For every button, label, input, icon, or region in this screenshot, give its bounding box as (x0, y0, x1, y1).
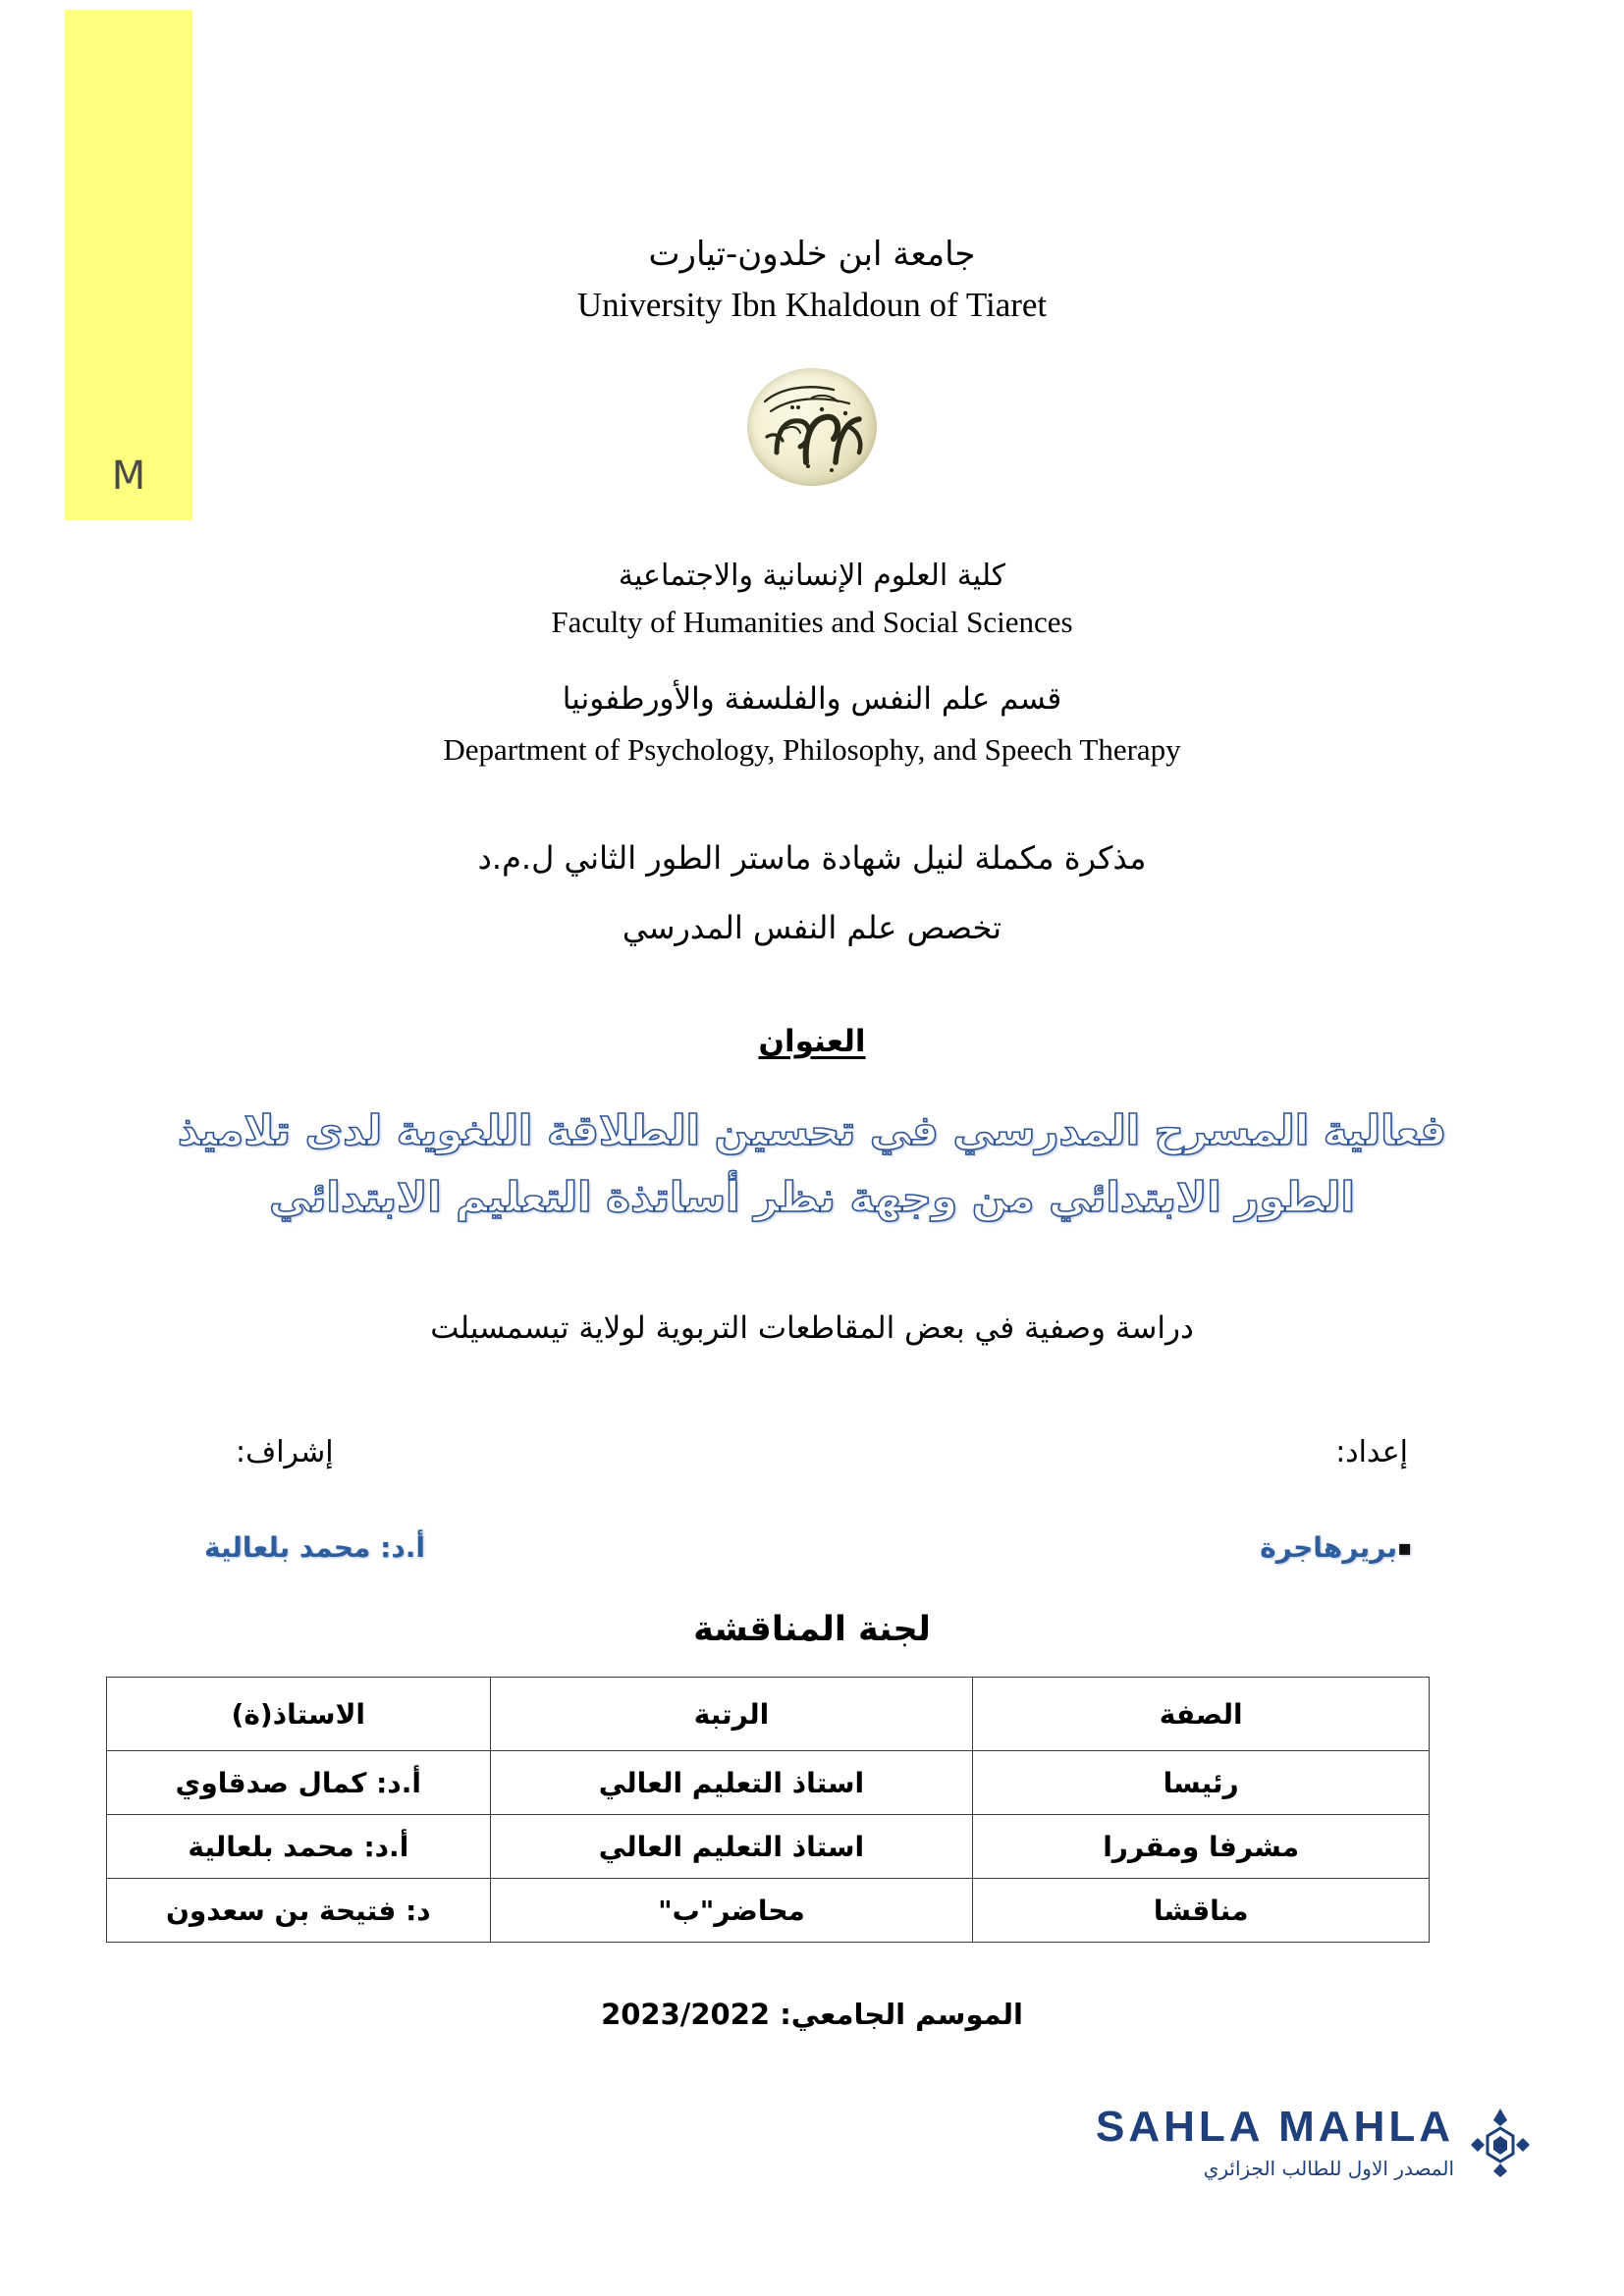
jury-cell-professor: أ.د: محمد بلعالية (107, 1815, 491, 1879)
thesis-main-title: فعالية المسرح المدرسي في تحسين الطلاقة اللغوية لدى تلاميذ الطور الابتدائي من وجهة نظر أساتذة التعليم الابتدائي (177, 1106, 1447, 1222)
academic-season: الموسم الجامعي: 2023/2022 (601, 1998, 1023, 2031)
jury-col-rank: الرتبة (490, 1678, 973, 1751)
department-name-english: Department of Psychology, Philosophy, and Speech Therapy (443, 732, 1181, 767)
author-bullet-icon: ▪ (1397, 1536, 1412, 1561)
table-row (107, 1751, 1430, 1815)
highlight-letter: M (111, 454, 146, 499)
university-seal-icon (747, 368, 877, 486)
table-row (107, 1879, 1430, 1943)
faculty-name-arabic: كلية العلوم الإنسانية والاجتماعية (618, 559, 1006, 593)
watermark-title: SAHLA MAHLA (1096, 2103, 1454, 2151)
author-name-row (1260, 1531, 1412, 1564)
university-name-english: University Ibn Khaldoun of Tiaret (576, 286, 1048, 324)
jury-cell-role: رئيسا (973, 1751, 1430, 1815)
jury-cell-rank: استاذ التعليم العالي (490, 1815, 973, 1879)
watermark (1096, 2103, 1531, 2180)
jury-col-role: الصفة (973, 1678, 1430, 1751)
watermark-text (1096, 2103, 1454, 2180)
jury-cell-role: مشرفا ومقررا (973, 1815, 1430, 1879)
jury-heading: لجنة المناقشة (693, 1610, 931, 1649)
supervisor-name: أ.د: محمد بلعالية (204, 1531, 425, 1564)
department-name-arabic: قسم علم النفس والفلسفة والأورطفونيا (562, 681, 1062, 717)
university-name-arabic: جامعة ابن خلدون-تيارت (648, 235, 976, 274)
degree-specialty-line: تخصص علم النفس المدرسي (622, 909, 1002, 946)
jury-cell-role: مناقشا (973, 1879, 1430, 1943)
yellow-highlight-block (65, 10, 192, 520)
sahla-mahla-logo-icon (1470, 2107, 1531, 2179)
jury-col-professor: الاستاذ(ة) (107, 1678, 491, 1751)
title-label: العنوان (758, 1024, 866, 1059)
author-name: بريرهاجرة (1260, 1531, 1398, 1564)
watermark-tagline: المصدر الاول للطالب الجزائري (1203, 2157, 1454, 2180)
jury-table-header-row (107, 1678, 1430, 1751)
jury-cell-professor: أ.د: كمال صدقاوي (107, 1751, 491, 1815)
thesis-subtitle: دراسة وصفية في بعض المقاطعات التربوية لولاية تيسمسيلت (430, 1310, 1194, 1346)
jury-cell-rank: استاذ التعليم العالي (490, 1751, 973, 1815)
jury-cell-professor: د: فتيحة بن سعدون (107, 1879, 491, 1943)
jury-cell-rank: محاضر"ب" (490, 1879, 973, 1943)
supervisor-label: إشراف: (236, 1435, 334, 1469)
degree-statement-line-1: مذكرة مكملة لنيل شهادة ماستر الطور الثاني ل.م.د (477, 839, 1147, 877)
author-label: إعداد: (1335, 1435, 1408, 1469)
jury-table (106, 1677, 1430, 1943)
faculty-name-english: Faculty of Humanities and Social Sciences (551, 605, 1073, 639)
table-row (107, 1815, 1430, 1879)
